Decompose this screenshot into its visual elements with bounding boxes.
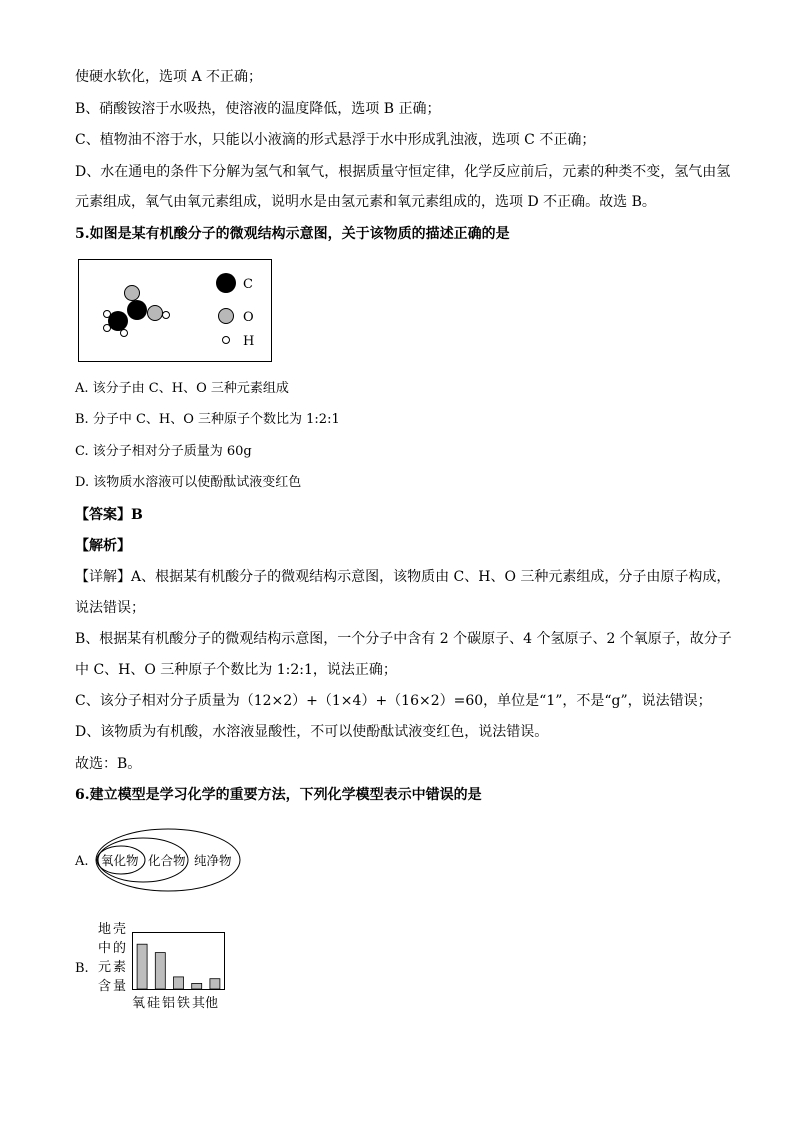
y-label-char: 中 — [98, 941, 112, 956]
y-label-char: 量 — [113, 979, 127, 994]
oxygen-atom — [148, 306, 163, 321]
detail-line: C、该分子相对分子质量为（12×2）+（1×4）+（16×2）=60，单位是“1”，不是“g”，说法错误； — [75, 693, 712, 709]
legend-oxygen-label: O — [243, 310, 254, 325]
hydrogen-atom — [163, 312, 170, 319]
option-d: D. 该物质水溶液可以使酚酞试液变红色 — [75, 475, 302, 490]
detail-line: 中 C、H、O 三种原子个数比为 1:2:1，说法正确； — [75, 662, 397, 678]
legend-oxygen-swatch — [219, 309, 234, 324]
legend-hydrogen-swatch — [223, 337, 230, 344]
question-5-stem: 5.如图是某有机酸分子的微观结构示意图，关于该物质的描述正确的是 — [75, 226, 510, 242]
detail-line: 【详解】A、根据某有机酸分子的微观结构示意图，该物质由 C、H、O 三种元素组成，分子由原子构成， — [75, 569, 731, 585]
q6-option-b-marker: B. — [75, 961, 89, 976]
bar-1 — [155, 953, 165, 989]
x-tick-label-0: 氧 — [132, 996, 146, 1011]
text-line: B、硝酸铵溶于水吸热，使溶液的温度降低，选项 B 正确； — [75, 101, 441, 117]
option-b: B. 分子中 C、H、O 三种原子个数比为 1:2:1 — [75, 412, 340, 427]
legend-carbon-label: C — [243, 277, 253, 292]
y-axis-label — [98, 921, 126, 994]
nested-sets-diagram — [93, 826, 245, 898]
x-tick-label-3: 铁 — [177, 996, 191, 1011]
y-label-char: 含 — [98, 979, 112, 994]
answer-tag: 【答案】 — [75, 507, 131, 523]
molecule-diagram — [78, 259, 272, 362]
detail-line: 说法错误； — [75, 600, 145, 616]
text-line: C、植物油不溶于水，只能以小液滴的形式悬浮于水中形成乳浊液，选项 C 不正确； — [75, 132, 596, 148]
y-label-char: 地 — [98, 922, 112, 937]
question-6-stem: 6.建立模型是学习化学的重要方法，下列化学模型表示中错误的是 — [75, 787, 482, 803]
bar-2 — [174, 977, 184, 989]
detail-line: 故选：B。 — [75, 756, 142, 772]
text-line: 元素组成，氧气由氧元素组成，说明水是由氢元素和氧元素组成的，选项 D 不正确。故选 B。 — [75, 194, 656, 210]
hydrogen-atom — [121, 330, 128, 337]
legend-hydrogen-label: H — [243, 334, 255, 349]
detail-line: D、该物质为有机酸，水溶液显酸性，不可以使酚酞试液变红色，说法错误。 — [75, 724, 549, 740]
x-tick-label-1: 硅 — [147, 996, 161, 1011]
y-label-char: 壳 — [113, 922, 127, 937]
bar-3 — [192, 983, 202, 989]
bar-0 — [137, 944, 147, 989]
text-line: D、水在通电的条件下分解为氢气和氧气，根据质量守恒定律，化学反应前后，元素的种类不变，氢气由氢 — [75, 164, 731, 180]
y-label-char: 的 — [113, 941, 127, 956]
answer-line — [75, 506, 143, 524]
answer-value: B — [131, 507, 143, 523]
carbon-atom — [108, 311, 128, 331]
analysis-tag: 【解析】 — [75, 538, 131, 554]
middle-set-label: 化合物 — [148, 853, 186, 868]
x-tick-label-2: 铝 — [162, 996, 176, 1011]
option-a: A. 该分子由 C、H、O 三种元素组成 — [75, 381, 289, 396]
text-line: 使硬水软化，选项 A 不正确； — [75, 69, 263, 85]
bar-4 — [210, 979, 220, 989]
detail-line: B、根据某有机酸分子的微观结构示意图，一个分子中含有 2 个碳原子、4 个氢原子、2 个氧原子，故分子 — [75, 631, 732, 647]
inner-set-label: 氧化物 — [101, 853, 139, 868]
legend-carbon-swatch — [216, 273, 236, 293]
outer-set-label: 纯净物 — [194, 853, 232, 868]
carbon-atom — [127, 300, 147, 320]
crust-element-bar-chart — [95, 918, 240, 1013]
q6-option-a-marker: A. — [75, 854, 89, 869]
oxygen-atom — [125, 286, 140, 301]
y-label-char: 素 — [113, 960, 127, 975]
x-tick-label-4: 其他 — [192, 996, 219, 1011]
y-label-char: 元 — [98, 960, 112, 975]
option-c: C. 该分子相对分子质量为 60g — [75, 444, 252, 459]
